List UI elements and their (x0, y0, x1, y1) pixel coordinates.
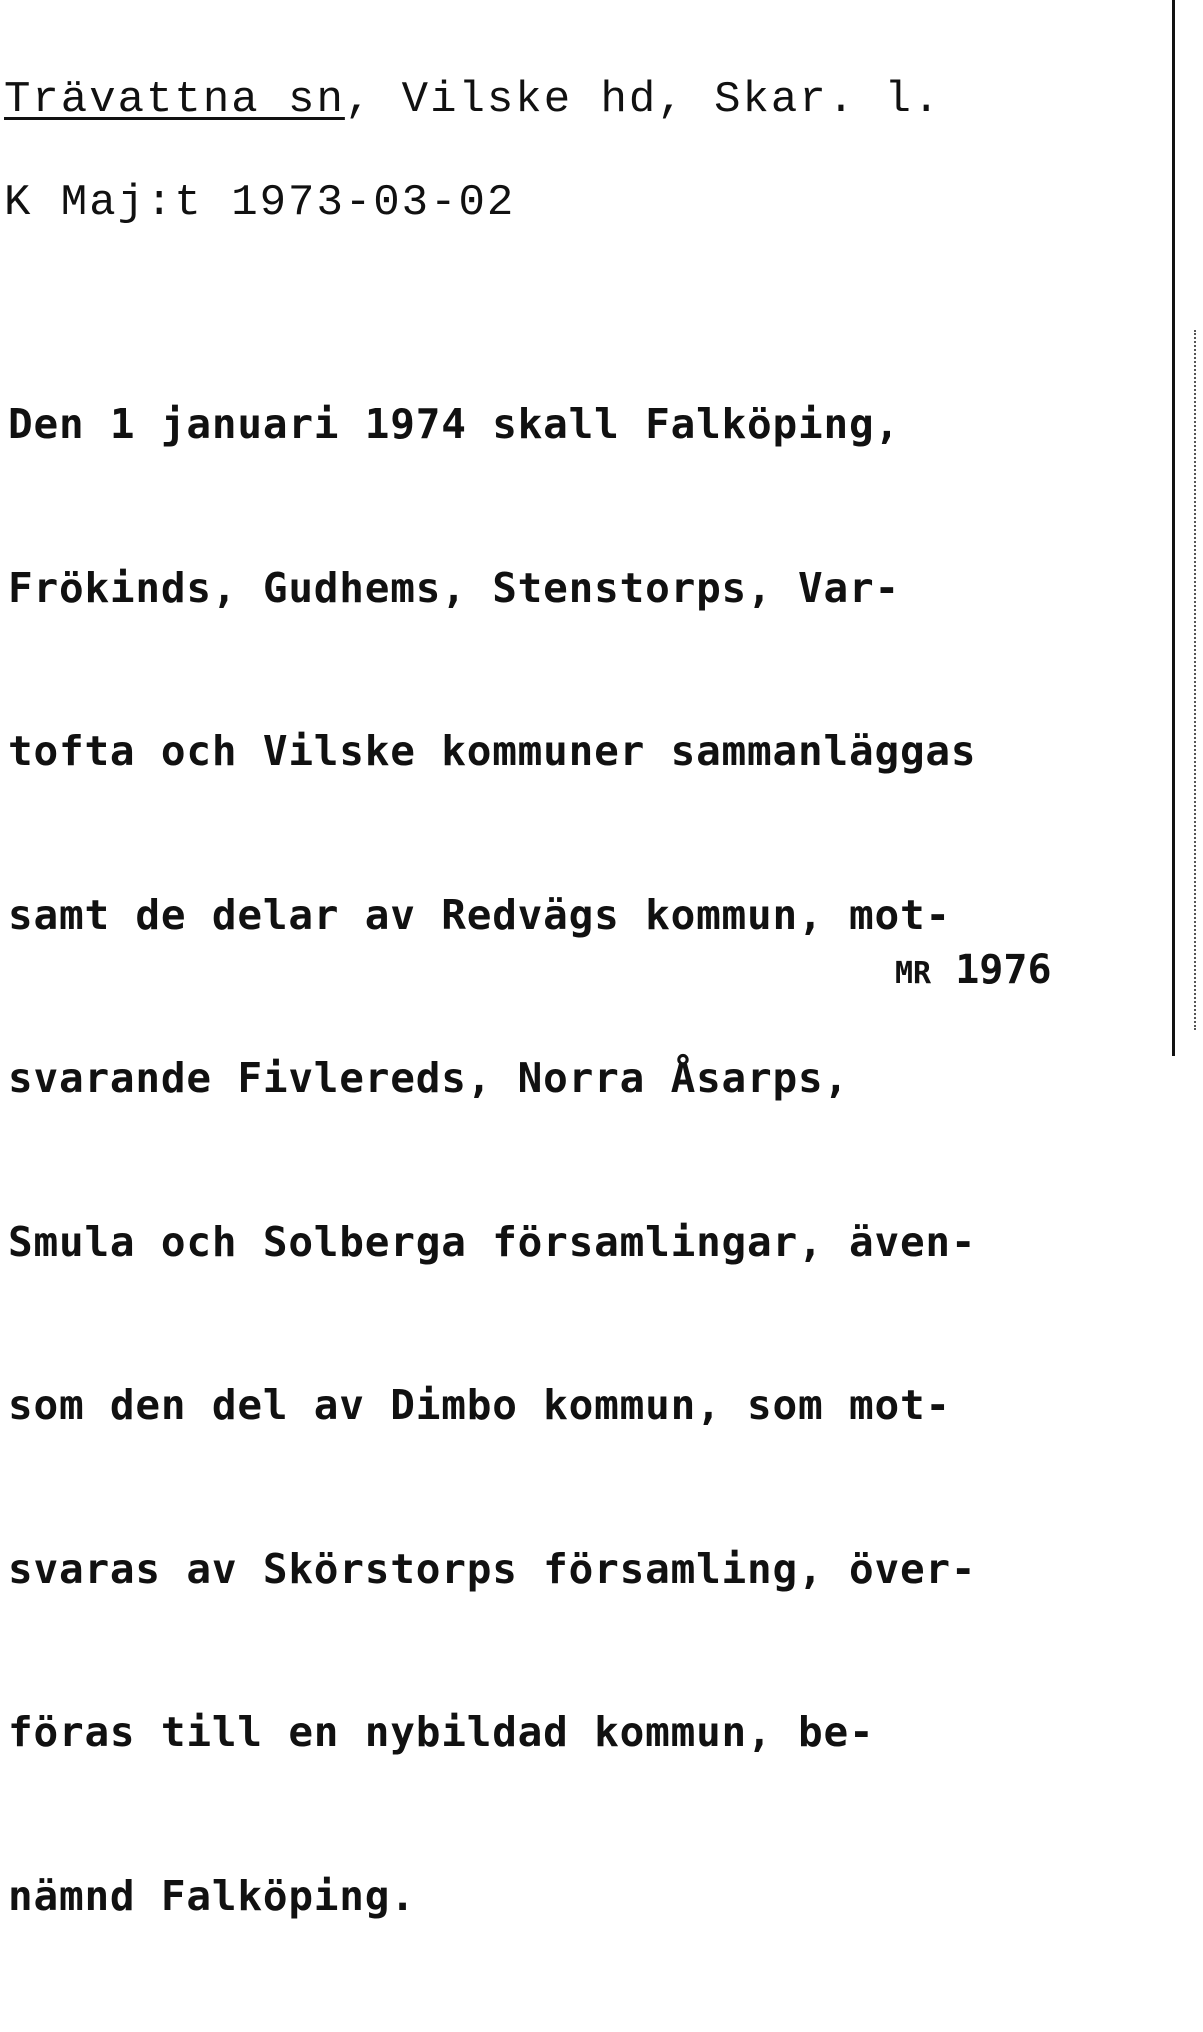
body-line: Frökinds, Gudhems, Stenstorps, Var- (8, 563, 900, 612)
parish-name: Trävattna sn (4, 75, 345, 125)
body-line: Smula och Solberga församlingar, även- (8, 1217, 977, 1266)
signature-year: 1976 (955, 947, 1052, 993)
body-text (8, 288, 1178, 2032)
body-line: som den del av Dimbo kommun, som mot- (8, 1381, 951, 1429)
card-edge-dots (1194, 330, 1198, 1030)
body-line: föras till en nybildad kommun, be- (8, 1708, 875, 1756)
signature-initials: MR (895, 956, 932, 991)
body-line: tofta och Vilske kommuner sammanläggas (8, 727, 977, 775)
body-line: svarande Fivlereds, Norra Åsarps, (8, 1054, 849, 1102)
body-line: nämnd Falköping. (8, 1871, 416, 1920)
card-heading (4, 72, 941, 128)
body-line: svaras av Skörstorps församling, över- (8, 1544, 977, 1593)
body-line: Den 1 januari 1974 skall Falköping, (8, 400, 900, 448)
body-line: samt de delar av Redvägs kommun, mot- (8, 890, 951, 939)
signature (895, 945, 1052, 999)
decree-reference: K Maj:t 1973-03-02 (4, 178, 516, 228)
district-county: , Vilske hd, Skar. l. (344, 75, 942, 125)
